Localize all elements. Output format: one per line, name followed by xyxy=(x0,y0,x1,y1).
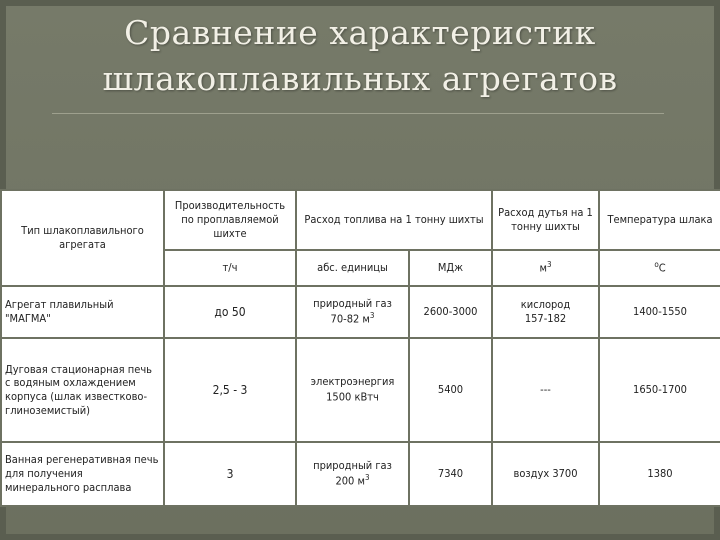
unit-fuel-mj: МДж xyxy=(409,250,492,286)
row-productivity: 3 xyxy=(164,442,296,506)
slide-title xyxy=(0,10,720,102)
table-row xyxy=(1,442,720,506)
row-fuel-line1: природный газ xyxy=(313,459,392,473)
row-blast xyxy=(492,338,599,442)
row-blast-line1: кислород xyxy=(520,298,571,312)
row-fuel-line2: 200 м xyxy=(335,474,365,488)
row-fuel-line2-wrap xyxy=(300,389,405,404)
row-fuel-line2: 70-82 м xyxy=(330,312,370,326)
unit-temperature xyxy=(599,250,720,286)
row-blast-line2: 157-182 xyxy=(524,312,567,325)
header-productivity: Производительность по проплавляемой шихте xyxy=(164,190,296,250)
header-fuel: Расход топлива на 1 тонну шихты xyxy=(296,190,492,250)
row-fuel xyxy=(296,442,409,506)
row-blast xyxy=(492,442,599,506)
unit-fuel-abs: абс. единицы xyxy=(296,250,409,286)
row-fuel xyxy=(296,338,409,442)
row-fuel-sup: 3 xyxy=(364,473,370,483)
row-fuel-line2-wrap xyxy=(300,473,405,488)
row-fuel xyxy=(296,286,409,338)
row-type: Агрегат плавильный "МАГМА" xyxy=(1,286,164,338)
row-temperature: 1650-1700 xyxy=(599,338,720,442)
unit-productivity: т/ч xyxy=(164,250,296,286)
unit-temp-sup: о xyxy=(654,260,659,270)
table-row xyxy=(1,286,720,338)
row-blast xyxy=(492,286,599,338)
title-divider xyxy=(52,113,664,114)
row-fuel-line2-wrap xyxy=(300,311,405,326)
row-fuel-sup: 3 xyxy=(369,311,375,321)
title-line-1: Сравнение характеристик xyxy=(124,13,596,52)
unit-blast xyxy=(492,250,599,286)
unit-blast-base: м xyxy=(539,261,547,275)
row-temperature: 1400-1550 xyxy=(599,286,720,338)
row-productivity: 2,5 - 3 xyxy=(164,338,296,442)
row-blast-line1: воздух 3700 xyxy=(513,467,578,481)
header-type: Тип шлакоплавильного агрегата xyxy=(1,190,164,286)
row-fuel-mj: 7340 xyxy=(409,442,492,506)
row-productivity: до 50 xyxy=(164,286,296,338)
comparison-table xyxy=(0,189,720,507)
header-blast: Расход дутья на 1 тонну шихты xyxy=(492,190,599,250)
row-fuel-mj: 5400 xyxy=(409,338,492,442)
row-fuel-line1: электроэнергия xyxy=(310,375,395,389)
table-row xyxy=(1,338,720,442)
unit-temp-base: С xyxy=(658,261,666,275)
row-fuel-line2: 1500 кВтч xyxy=(326,390,379,404)
row-temperature: 1380 xyxy=(599,442,720,506)
row-type: Дуговая стационарная печь с водяным охлаждением корпуса (шлак известково-глиноземистый) xyxy=(1,338,164,442)
row-blast-line1: --- xyxy=(540,383,551,397)
header-temperature: Температура шлака xyxy=(599,190,720,250)
row-type: Ванная регенеративная печь для получения минерального расплава xyxy=(1,442,164,506)
header-row xyxy=(1,190,720,250)
row-fuel-line1: природный газ xyxy=(313,297,392,311)
unit-blast-sup: 3 xyxy=(546,260,552,270)
title-line-2: шлакоплавильных агрегатов xyxy=(102,59,618,98)
row-fuel-mj: 2600-3000 xyxy=(409,286,492,338)
